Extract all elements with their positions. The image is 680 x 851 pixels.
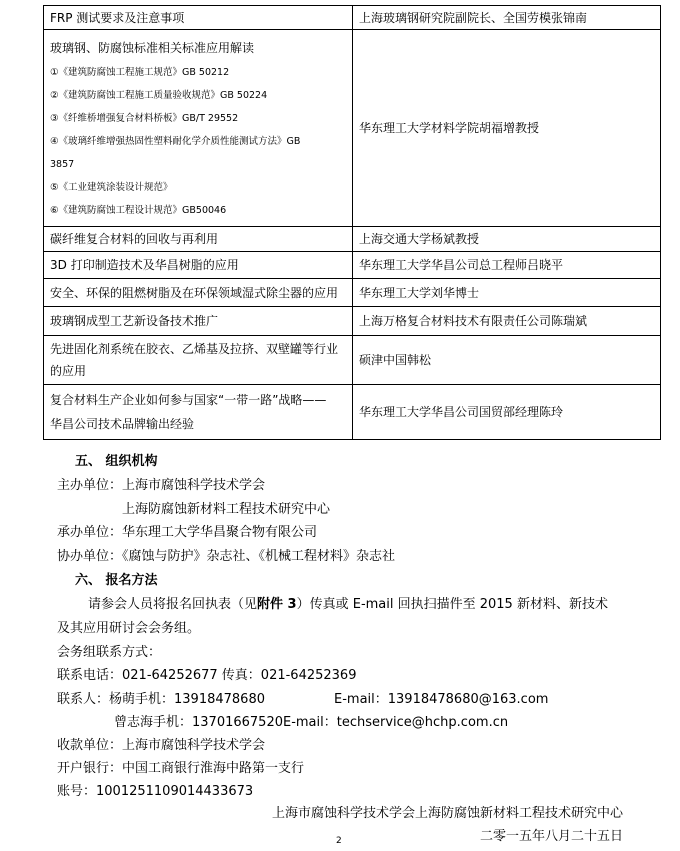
standard-item: ②《建筑防腐蚀工程施工质量验收规范》GB 50224	[50, 89, 268, 101]
signature-date: 二零一五年八月二十五日	[479, 829, 623, 844]
standard-item: ⑤《工业建筑涂装设计规范》	[50, 181, 173, 193]
topic-line: 复合材料生产企业如何参与国家“一带一路”战略——	[50, 393, 327, 407]
speaker-cell: 上海交通大学杨斌教授	[353, 227, 661, 252]
host-label: 主办单位：	[57, 478, 123, 493]
standard-item: ④《玻璃纤维增强热固性塑料耐化学介质性能测试方法》GB	[50, 135, 301, 147]
registration-paragraph	[88, 593, 608, 612]
account-number: 账号：1001251109014433673	[57, 784, 254, 799]
page-number: 2	[336, 836, 342, 846]
standard-item: ⑥《建筑防腐蚀工程设计规范》GB50046	[50, 204, 227, 216]
signature-org: 上海市腐蚀科学技术学会上海防腐蚀新材料工程技术研究中心	[271, 806, 623, 821]
host-2: 上海防腐蚀新材料工程技术研究中心	[122, 502, 331, 517]
speaker-cell: 华东理工大学华昌公司总工程师吕晓平	[353, 252, 661, 279]
topic-cell	[44, 336, 353, 385]
organizer: 承办单位：华东理工大学华昌聚合物有限公司	[57, 525, 318, 540]
topic-line: 华昌公司技术品牌输出经验	[50, 417, 195, 431]
speaker-cell: 华东理工大学刘华博士	[353, 279, 661, 307]
topic-cell: 玻璃钢成型工艺新设备技术推广	[44, 307, 353, 336]
co-organizer: 协办单位：《腐蚀与防护》杂志社、《机械工程材料》杂志社	[57, 549, 396, 564]
table-row	[44, 336, 661, 385]
table-row	[44, 227, 661, 252]
table-row	[44, 252, 661, 279]
payee: 收款单位：上海市腐蚀科学技术学会	[57, 738, 266, 753]
speaker-cell: 上海玻璃钢研究院副院长、全国劳模张锦南	[353, 6, 661, 30]
topic-title: 玻璃钢、防腐蚀标准相关标准应用解读	[50, 40, 255, 55]
para-text: 请参会人员将报名回执表（见	[88, 597, 258, 612]
topic-cell: 3D 打印制造技术及华昌树脂的应用	[44, 252, 353, 279]
email-1: E-mail：13918478680@163.com	[334, 692, 549, 707]
speaker-cell: 华东理工大学华昌公司国贸部经理陈玲	[353, 385, 661, 440]
topic-line: 的应用	[50, 364, 87, 378]
speaker-cell: 上海万格复合材料技术有限责任公司陈瑞斌	[353, 307, 661, 336]
contact-2: 曾志海手机：13701667520E-mail：techservice@hchp.com.cn	[114, 715, 509, 730]
host-1: 上海市腐蚀科学技术学会	[122, 478, 266, 493]
table-row	[44, 385, 661, 440]
contact-title: 会务组联系方式：	[57, 645, 162, 660]
section-heading-registration: 六、 报名方法	[75, 573, 158, 588]
topic-line: 先进固化剂系统在胶衣、乙烯基及拉挤、双壁罐等行业	[50, 342, 339, 356]
topic-cell: FRP 测试要求及注意事项	[44, 6, 353, 30]
agenda-table	[43, 5, 661, 440]
topic-cell	[44, 30, 353, 227]
topic-cell: 安全、环保的阻燃树脂及在环保领域湿式除尘器的应用	[44, 279, 353, 307]
bank: 开户银行：中国工商银行淮海中路第一支行	[57, 761, 305, 776]
topic-cell: 碳纤维复合材料的回收与再利用	[44, 227, 353, 252]
contact-1: 联系人：杨萌手机：13918478680	[57, 692, 265, 707]
standard-item: ①《建筑防腐蚀工程施工规范》GB 50212	[50, 66, 230, 78]
table-row	[44, 30, 661, 227]
para-line-2: 及其应用研讨会会务组。	[57, 621, 201, 636]
phone-fax: 联系电话：021-64252677 传真：021-64252369	[57, 668, 357, 683]
standard-item: 3857	[50, 158, 75, 170]
table-row	[44, 307, 661, 336]
speaker-cell: 华东理工大学材料学院胡福增教授	[353, 30, 661, 227]
standard-item: ③《纤维桥增强复合材料桥板》GB/T 29552	[50, 112, 239, 124]
speaker-cell: 硕津中国韩松	[353, 336, 661, 385]
table-row	[44, 6, 661, 30]
para-text: ）传真或 E-mail 回执扫描件至 2015 新材料、新技术	[296, 597, 608, 612]
section-heading-organization: 五、 组织机构	[75, 454, 158, 469]
table-row	[44, 279, 661, 307]
attachment-ref: 附件 3	[257, 597, 297, 612]
topic-cell	[44, 385, 353, 440]
